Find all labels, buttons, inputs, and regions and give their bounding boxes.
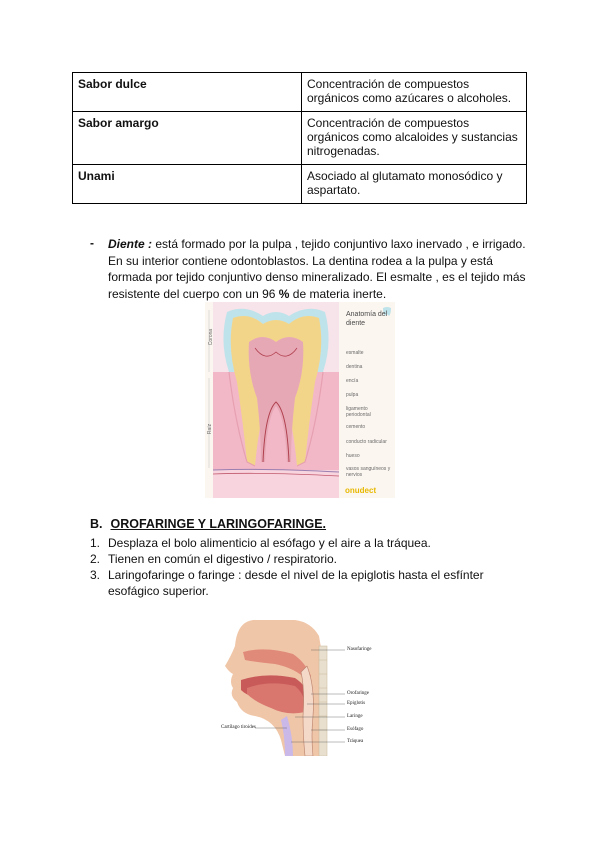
table-cell-value: Asociado al glutamato monosódico y aspartato.: [302, 165, 527, 204]
tooth-label: esmalte: [346, 350, 364, 356]
tooth-label: vasos sanguíneos y nervios: [346, 466, 391, 478]
pharynx-illustration: [215, 616, 395, 756]
tooth-side-label-crown: Corona: [208, 328, 215, 346]
tooth-side-label-root: Raíz: [207, 423, 214, 435]
section-b-heading: [90, 517, 326, 531]
list-item-number: 2.: [90, 552, 101, 566]
pharynx-label: Epiglotis: [347, 701, 366, 706]
brand-logo: onudect: [345, 486, 377, 495]
table-row: [73, 165, 527, 204]
diente-term: Diente :: [108, 237, 153, 251]
list-item: [90, 535, 431, 551]
diente-text-1: está formado por la pulpa , tejido conjuntivo laxo inervado , e irrigado. En su interior contiene odontoblastos. La dentina rodea a la pulpa y está formada por tejido conjuntivo denso mineralizado. El esmalte , es el tejido más resistente del cuerpo con un 96: [108, 237, 526, 301]
taste-table: [72, 72, 527, 204]
pharynx-label: Esófago: [347, 727, 364, 732]
section-title: OROFARINGE Y LARINGOFARINGE.: [110, 517, 327, 531]
pharynx-left-label: Cartílago tiroides: [221, 725, 256, 730]
table-row: [73, 112, 527, 165]
list-item-number: 1.: [90, 536, 101, 550]
bullet-dash: -: [90, 236, 94, 250]
tooth-anatomy-figure: [205, 302, 395, 498]
table-cell-key: Sabor amargo: [73, 112, 302, 165]
diente-percent: %: [278, 286, 290, 301]
list-item-text: Desplaza el bolo alimenticio al esófago y el aire a la tráquea.: [108, 536, 431, 550]
list-item-number: 3.: [90, 568, 101, 582]
table-cell-key: Sabor dulce: [73, 73, 302, 112]
table-cell-value: Concentración de compuestos orgánicos como azúcares o alcoholes.: [302, 73, 527, 112]
list-item: [90, 551, 338, 567]
tooth-label: cemento: [346, 424, 366, 430]
tooth-label: pulpa: [346, 392, 359, 398]
table-row: [73, 73, 527, 112]
pharynx-label: Nasofaringe: [347, 647, 372, 652]
section-letter: B.: [90, 517, 103, 531]
tooth-figure-title: Anatomía del diente: [346, 311, 388, 327]
list-item-text: Tienen en común el digestivo / respiratorio.: [108, 552, 338, 566]
tooth-label: conducto radicular: [346, 439, 387, 445]
table-cell-key: Unami: [73, 165, 302, 204]
tooth-label: ligamento periodontal: [346, 406, 371, 418]
pharynx-label: Tráquea: [347, 739, 364, 744]
list-item-text: Laringofaringe o faringe : desde el nivel de la epiglotis hasta el esfínter esofágico superior.: [108, 568, 484, 598]
tooth-label: hueso: [346, 453, 360, 459]
diente-text-2: de materia inerte.: [289, 286, 387, 301]
pharynx-anatomy-figure: [215, 616, 395, 756]
diente-paragraph: [108, 236, 528, 302]
tooth-label: encía: [346, 378, 359, 384]
tooth-label: dentina: [346, 364, 363, 370]
pharynx-label: Orofaringe: [347, 691, 369, 696]
table-cell-value: Concentración de compuestos orgánicos como alcaloides y sustancias nitrogenadas.: [302, 112, 527, 165]
list-item: [90, 567, 484, 598]
pharynx-label: Laringe: [347, 714, 363, 719]
